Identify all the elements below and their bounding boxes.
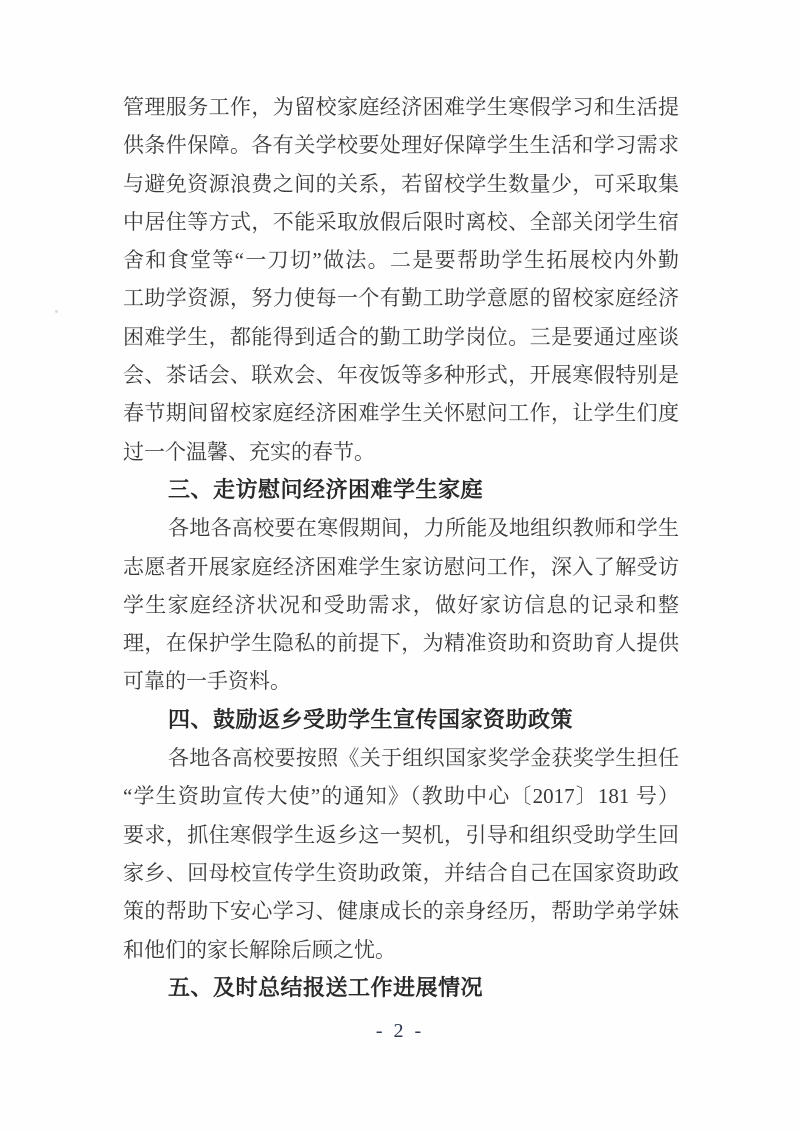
text-line: “学生资助宣传大使”的通知》（教助中心〔2017〕181 号） xyxy=(123,784,679,809)
text-line: 和他们的家长解除后顾之忧。 xyxy=(123,937,396,962)
text-line: 与避免资源浪费之间的关系，若留校学生数量少，可采取集 xyxy=(123,171,679,196)
text-line: 家乡、回母校宣传学生资助政策，并结合自己在国家资助政 xyxy=(123,860,679,885)
text-line: 理，在保护学生隐私的前提下，为精准资助和资助育人提供 xyxy=(123,631,679,656)
text-line: 各地各高校要按照《关于组织国家奖学金获奖学生担任 xyxy=(168,746,679,771)
text-line: 舍和食堂等“一刀切”做法。二是要帮助学生拓展校内外勤 xyxy=(123,248,679,273)
text-line: 过一个温馨、充实的春节。 xyxy=(123,439,375,464)
section-heading: 三、走访慰问经济困难学生家庭 xyxy=(168,476,484,502)
section-heading: 五、及时总结报送工作进展情况 xyxy=(168,974,484,1000)
text-line: 要求，抓住寒假学生返乡这一契机，引导和组织受助学生回 xyxy=(123,822,679,847)
text-line: 供条件保障。各有关学校要处理好保障学生生活和学习需求 xyxy=(123,133,679,158)
text-line: 策的帮助下安心学习、健康成长的亲身经历，帮助学弟学妹 xyxy=(123,899,679,924)
text-line: 可靠的一手资料。 xyxy=(123,669,291,694)
text-line: 各地各高校要在寒假期间，力所能及地组织教师和学生 xyxy=(168,516,679,541)
document-body xyxy=(123,88,679,1007)
text-line: 春节期间留校家庭经济困难学生关怀慰问工作，让学生们度 xyxy=(123,401,679,426)
scan-speck xyxy=(55,310,58,313)
page-number: - 2 - xyxy=(375,1020,425,1042)
text-line: 管理服务工作，为留校家庭经济困难学生寒假学习和生活提 xyxy=(123,95,679,119)
text-line: 志愿者开展家庭经济困难学生家访慰问工作，深入了解受访 xyxy=(123,554,679,579)
text-line: 会、茶话会、联欢会、年夜饭等多种形式，开展寒假特别是 xyxy=(123,363,679,388)
text-line: 学生家庭经济状况和受助需求，做好家访信息的记录和整 xyxy=(123,592,679,617)
section-heading: 四、鼓励返乡受助学生宣传国家资助政策 xyxy=(168,706,574,732)
text-line: 中居住等方式，不能采取放假后限时离校、全部关闭学生宿 xyxy=(123,209,679,234)
text-line: 工助学资源，努力使每一个有勤工助学意愿的留校家庭经济 xyxy=(123,286,679,311)
text-line: 困难学生，都能得到适合的勤工助学岗位。三是要通过座谈 xyxy=(123,324,679,349)
